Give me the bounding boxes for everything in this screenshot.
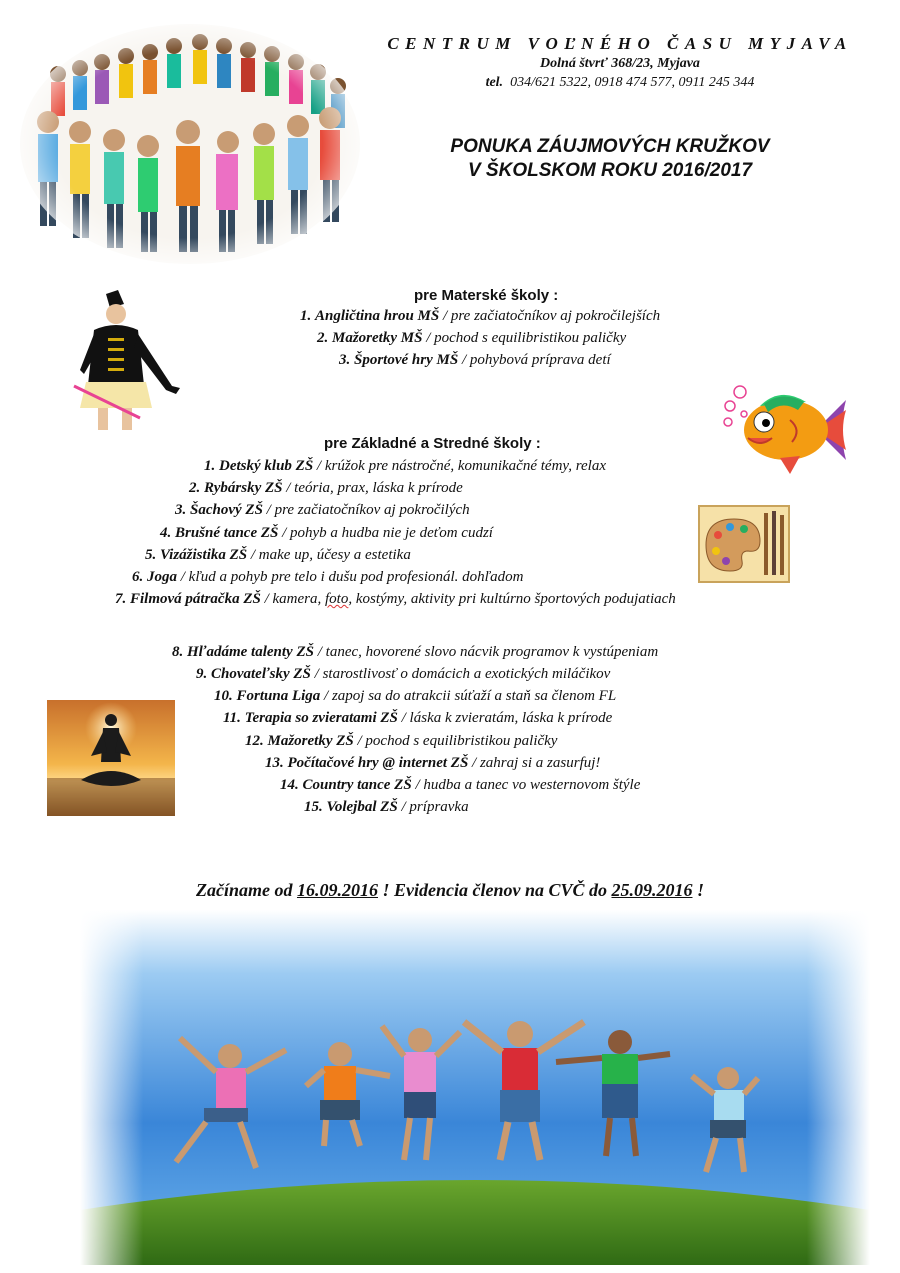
item-description: / starostlivosť o domácich a exotických miláčikov — [310, 666, 611, 682]
list-item — [115, 589, 676, 609]
item-number: 3. — [339, 352, 351, 368]
item-description: / pochod s equilibristikou paličky — [353, 733, 558, 749]
list-item — [223, 708, 612, 728]
item-description-foto: foto — [325, 591, 349, 607]
phone-numbers: 034/621 5322, 0918 474 577, 0911 245 344 — [510, 75, 755, 90]
yoga-sunset-photo — [47, 700, 175, 816]
item-number: 1. — [204, 458, 216, 474]
zakladne-skoly-heading: pre Základné a Stredné školy : — [324, 435, 541, 452]
item-name: Rybársky ZŠ — [204, 480, 283, 496]
list-item — [339, 350, 611, 370]
children-group-photo — [18, 22, 363, 267]
list-item — [196, 664, 610, 684]
page-title-line1: PONUKA ZÁUJMOVÝCH KRUŽKOV — [450, 136, 770, 157]
item-description: / krúžok pre nástročné, komunikačné témy, relax — [313, 458, 607, 474]
list-item — [132, 567, 523, 587]
center-phone — [380, 75, 860, 91]
item-number: 12. — [245, 733, 264, 749]
item-name: Počítačové hry @ internet ZŠ — [287, 755, 469, 771]
item-number: 5. — [145, 547, 157, 563]
item-name: Šachový ZŠ — [190, 502, 263, 518]
list-item — [189, 478, 463, 498]
start-mid: ! Evidencia členov na CVČ do — [377, 880, 612, 900]
start-dates-line — [0, 880, 900, 901]
list-item — [175, 500, 470, 520]
item-number: 8. — [172, 644, 184, 660]
item-description: / pochod s equilibristikou paličky — [422, 330, 627, 346]
item-description: / tanec, hovorené slovo nácvik programov k vystúpeniam — [313, 644, 659, 660]
item-number: 3. — [175, 502, 187, 518]
item-name: Brušné tance ZŠ — [175, 525, 279, 541]
item-number: 4. — [160, 525, 172, 541]
item-number: 2. — [189, 480, 201, 496]
item-description: / pre začiatočníkov aj pokročilých — [262, 502, 470, 518]
list-item — [214, 686, 616, 706]
item-number: 15. — [304, 799, 323, 815]
list-item — [304, 797, 469, 817]
list-item — [245, 731, 557, 751]
majorette-illustration — [72, 290, 192, 435]
item-name: Hľadáme talenty ZŠ — [187, 644, 314, 660]
list-item — [145, 545, 411, 565]
item-description: / teória, prax, láska k prírode — [282, 480, 463, 496]
phone-label: tel. — [485, 75, 504, 90]
list-item — [300, 306, 660, 326]
item-name: Chovateľsky ZŠ — [211, 666, 311, 682]
item-number: 6. — [132, 569, 144, 585]
materske-skoly-heading: pre Materské školy : — [414, 287, 559, 304]
registration-end-date: 25.09.2016 — [611, 880, 693, 900]
jumping-children-photo — [80, 910, 870, 1265]
item-number: 14. — [280, 777, 299, 793]
item-name: Angličtina hrou MŠ — [315, 308, 440, 324]
paint-palette-illustration — [698, 505, 790, 583]
list-item — [280, 775, 640, 795]
item-description-rest: , kostýmy, aktivity pri kultúrno športových podujatiach — [348, 591, 676, 607]
item-description: / hudba a tanec vo westernovom štýle — [411, 777, 641, 793]
item-description: / pohyb a hudba nie je deťom cudzí — [278, 525, 493, 541]
item-description: / pre začiatočníkov aj pokročilejších — [439, 308, 661, 324]
fish-illustration — [720, 380, 850, 478]
item-description: / láska k zvieratám, láska k prírode — [397, 710, 613, 726]
item-description: / make up, účesy a estetika — [247, 547, 411, 563]
item-name: Detský klub ZŠ — [219, 458, 314, 474]
center-name: CENTRUM VOĽNÉHO ČASU MYJAVA — [387, 34, 853, 53]
item-name: Filmová pátračka ZŠ — [130, 591, 261, 607]
list-item — [204, 456, 606, 476]
start-prefix: Začíname od — [195, 880, 297, 900]
item-name: Terapia so zvieratami ZŠ — [244, 710, 398, 726]
item-description: / prípravka — [397, 799, 469, 815]
item-name: Fortuna Liga — [236, 688, 321, 704]
item-number: 9. — [196, 666, 208, 682]
start-date: 16.09.2016 — [296, 880, 378, 900]
item-number: 2. — [317, 330, 329, 346]
item-number: 13. — [265, 755, 284, 771]
item-number: 10. — [214, 688, 233, 704]
item-description: / pohybová príprava detí — [458, 352, 611, 368]
item-name: Mažoretky ZŠ — [267, 733, 354, 749]
item-number: 1. — [300, 308, 312, 324]
item-number: 7. — [115, 591, 127, 607]
center-address: Dolná štvrť 368/23, Myjava — [540, 56, 700, 71]
item-description: / kamera, — [260, 591, 325, 607]
item-description: / zahraj si a zasurfuj! — [468, 755, 601, 771]
item-name: Športové hry MŠ — [354, 352, 459, 368]
item-name: Vizážistika ZŠ — [160, 547, 248, 563]
page-title-line2: V ŠKOLSKOM ROKU 2016/2017 — [467, 160, 753, 181]
item-description: / zapoj sa do atrakcii súťaží a staň sa členom FL — [320, 688, 617, 704]
item-name: Joga — [147, 569, 177, 585]
start-suffix: ! — [692, 880, 704, 900]
item-name: Country tance ZŠ — [302, 777, 412, 793]
item-name: Mažoretky MŠ — [332, 330, 423, 346]
list-item — [265, 753, 600, 773]
list-item — [160, 523, 493, 543]
list-item — [172, 642, 658, 662]
list-item — [317, 328, 626, 348]
item-number: 11. — [223, 710, 241, 726]
item-description: / kľud a pohyb pre telo i dušu pod profesionál. dohľadom — [177, 569, 524, 585]
item-name: Volejbal ZŠ — [326, 799, 398, 815]
